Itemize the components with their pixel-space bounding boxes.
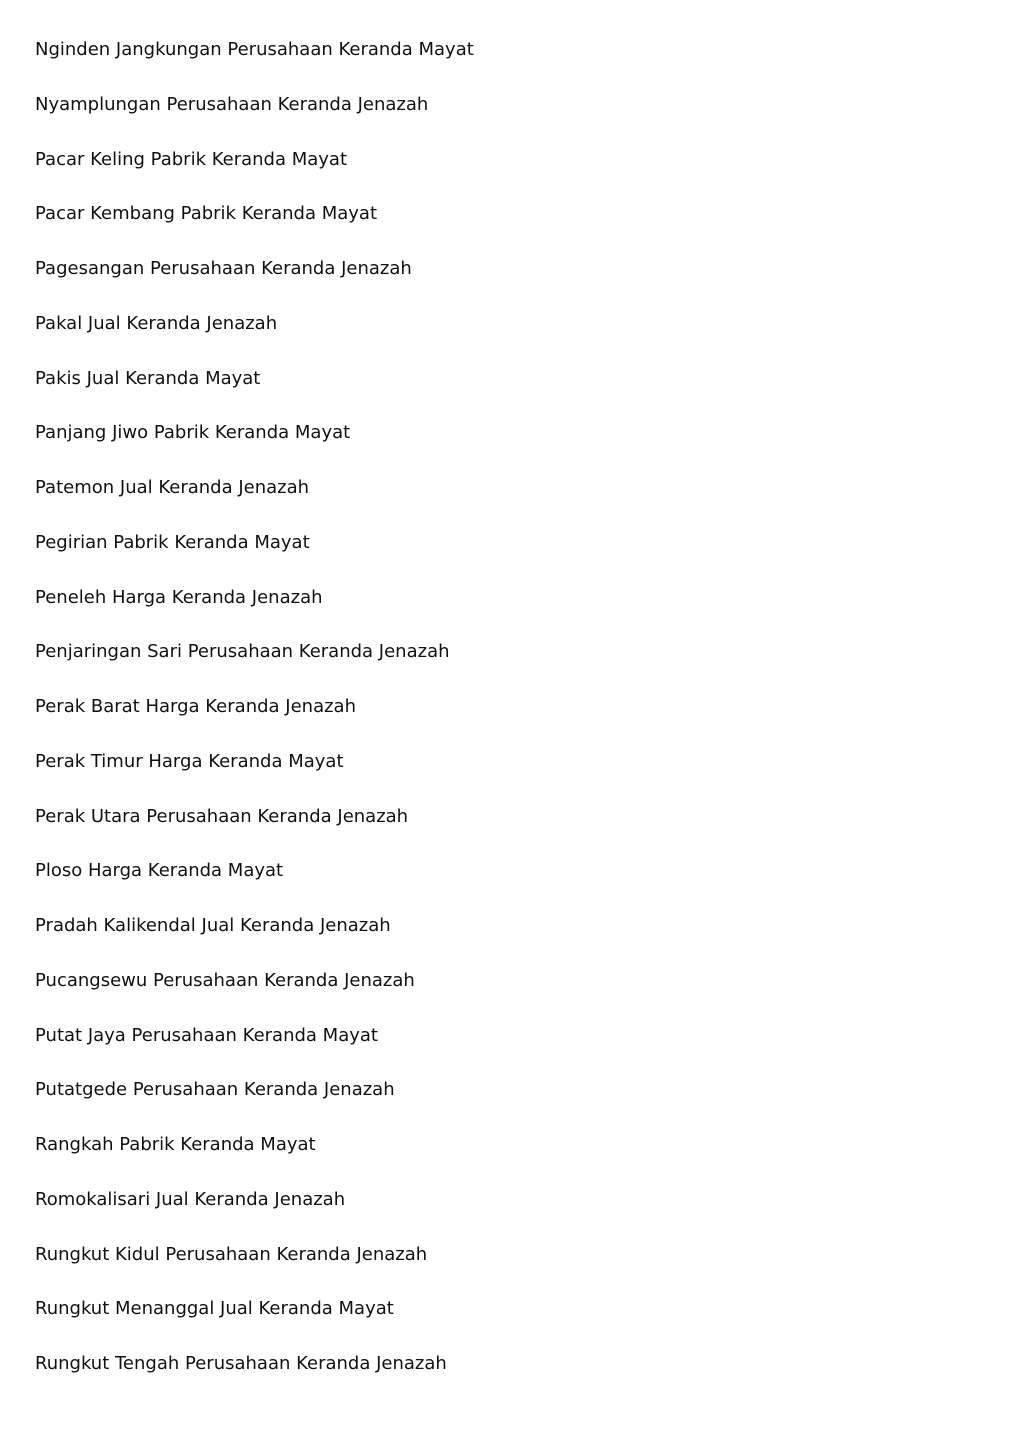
list-item bbox=[35, 913, 474, 968]
list-link[interactable]: Pacar Keling Pabrik Keranda Mayat bbox=[35, 148, 348, 170]
list-link[interactable]: Ploso Harga Keranda Mayat bbox=[35, 860, 284, 882]
list-item bbox=[35, 585, 474, 640]
list-link[interactable]: Putatgede Perusahaan Keranda Jenazah bbox=[35, 1079, 395, 1101]
list-link[interactable]: Penjaringan Sari Perusahaan Keranda Jenazah bbox=[35, 641, 450, 663]
list-link[interactable]: Nginden Jangkungan Perusahaan Keranda Mayat bbox=[35, 39, 474, 60]
list-link[interactable]: Romokalisari Jual Keranda Jenazah bbox=[35, 1188, 346, 1210]
list-item bbox=[35, 858, 474, 913]
list-item bbox=[35, 92, 474, 147]
list-link[interactable]: Putat Jaya Perusahaan Keranda Mayat bbox=[35, 1024, 378, 1046]
list-link[interactable]: Pagesangan Perusahaan Keranda Jenazah bbox=[35, 258, 412, 279]
list-item bbox=[35, 639, 474, 694]
list-item bbox=[35, 530, 474, 585]
list-item bbox=[35, 420, 474, 475]
list-link[interactable]: Pakal Jual Keranda Jenazah bbox=[35, 312, 278, 334]
list-item bbox=[35, 1242, 474, 1297]
list-link[interactable]: Perak Timur Harga Keranda Mayat bbox=[35, 750, 344, 772]
list-link[interactable]: Nyamplungan Perusahaan Keranda Jenazah bbox=[35, 93, 429, 115]
list-link[interactable]: Rangkah Pabrik Keranda Mayat bbox=[35, 1134, 316, 1155]
list-item bbox=[35, 1187, 474, 1242]
list-link[interactable]: Rungkut Kidul Perusahaan Keranda Jenazah bbox=[35, 1243, 428, 1265]
list-link[interactable]: Pucangsewu Perusahaan Keranda Jenazah bbox=[35, 969, 415, 991]
list-link[interactable]: Pakis Jual Keranda Mayat bbox=[35, 367, 261, 389]
list-item bbox=[35, 1296, 474, 1351]
list-item bbox=[35, 147, 474, 202]
list-link[interactable]: Pacar Kembang Pabrik Keranda Mayat bbox=[35, 203, 377, 225]
list-item bbox=[35, 201, 474, 256]
list-link[interactable]: Rungkut Tengah Perusahaan Keranda Jenazah bbox=[35, 1353, 447, 1374]
list-item bbox=[35, 1132, 474, 1187]
list-item bbox=[35, 694, 474, 749]
list-link[interactable]: Perak Barat Harga Keranda Jenazah bbox=[35, 696, 356, 717]
list-link[interactable]: Pradah Kalikendal Jual Keranda Jenazah bbox=[35, 915, 391, 936]
list-item bbox=[35, 968, 474, 1023]
list-link[interactable]: Perak Utara Perusahaan Keranda Jenazah bbox=[35, 805, 409, 827]
list-item bbox=[35, 256, 474, 311]
list-item bbox=[35, 749, 474, 804]
list-link[interactable]: Pegirian Pabrik Keranda Mayat bbox=[35, 531, 310, 553]
list-link[interactable]: Peneleh Harga Keranda Jenazah bbox=[35, 586, 323, 608]
list-item bbox=[35, 475, 474, 530]
list-item bbox=[35, 1351, 474, 1406]
list-item bbox=[35, 311, 474, 366]
list-item bbox=[35, 1023, 474, 1078]
list-item bbox=[35, 804, 474, 859]
list-link[interactable]: Panjang Jiwo Pabrik Keranda Mayat bbox=[35, 422, 351, 444]
link-list bbox=[35, 37, 474, 1406]
list-item bbox=[35, 37, 474, 92]
list-item bbox=[35, 366, 474, 421]
list-item bbox=[35, 1077, 474, 1132]
list-link[interactable]: Rungkut Menanggal Jual Keranda Mayat bbox=[35, 1298, 394, 1320]
list-link[interactable]: Patemon Jual Keranda Jenazah bbox=[35, 477, 310, 498]
